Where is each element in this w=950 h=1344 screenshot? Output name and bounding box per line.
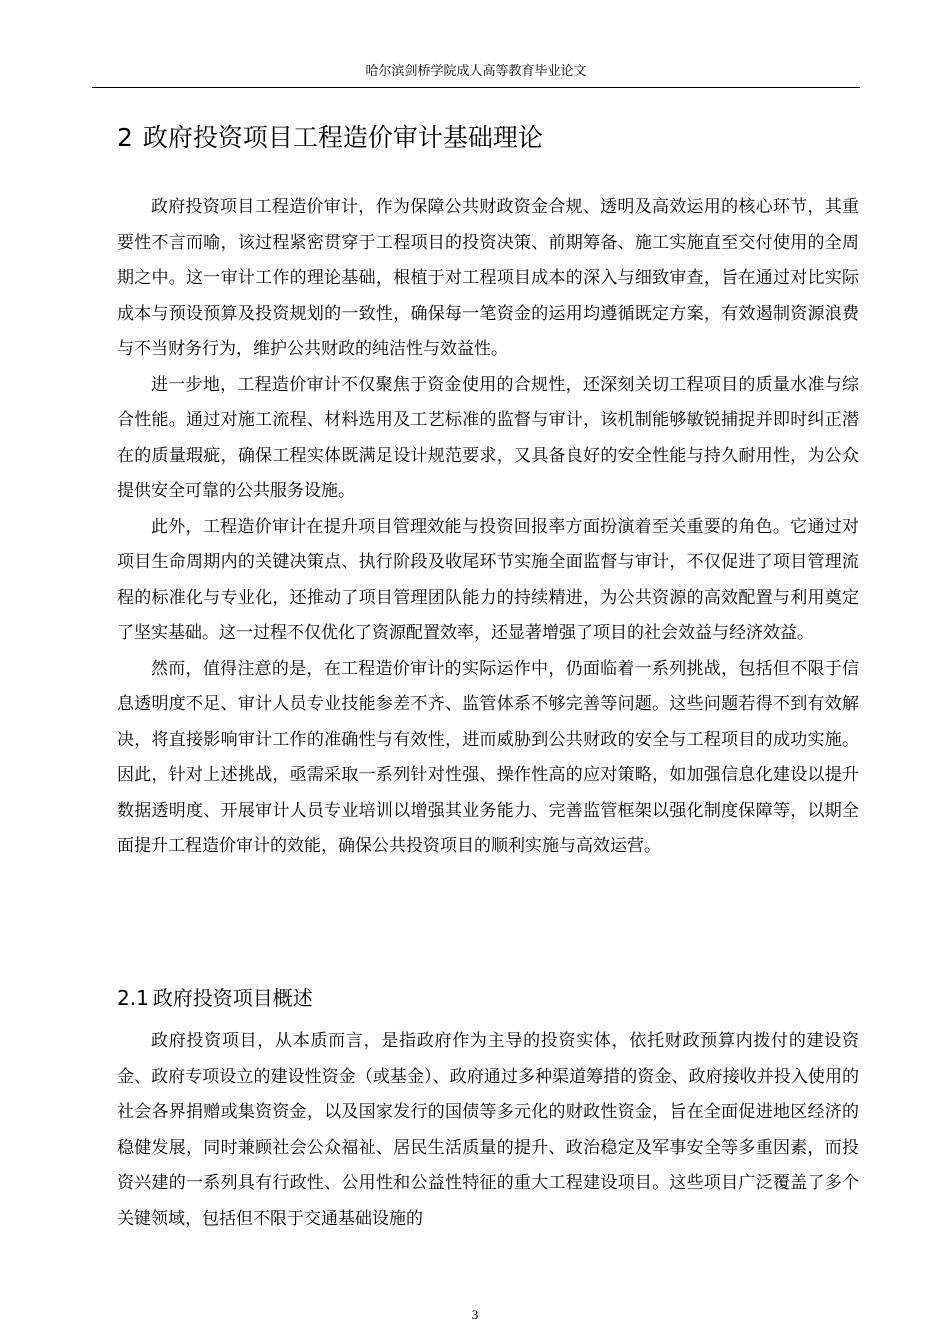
section-title [117, 980, 313, 1016]
chapter-body [117, 190, 859, 865]
section-body [117, 1024, 859, 1237]
section-title-text: 政府投资项目概述 [152, 986, 313, 1010]
page-number: 3 [471, 1307, 479, 1322]
paragraph: 政府投资项目，从本质而言，是指政府作为主导的投资实体，依托财政预算内拨付的建设资金、政府专项设立的建设性资金（或基金）、政府通过多种渠道筹措的资金、政府接收并投入使用的社会各界捐赠或集资资金，以及国家发行的国债等多元化的财政性资金，旨在全面促进地区经济的稳健发展，同时兼顾社会公众福祉、居民生活质量的提升、政治稳定及军事安全等多重因素，而投资兴建的一系列具有行政性、公用性和公益性特征的重大工程建设项目。这些项目广泛覆盖了多个关键领域，包括但不限于交通基础设施的 [117, 1031, 859, 1229]
chapter-number: 2 [117, 123, 133, 152]
header-rule [92, 87, 860, 88]
chapter-title-text: 政府投资项目工程造价审计基础理论 [142, 123, 543, 152]
paragraph: 进一步地，工程造价审计不仅聚焦于资金使用的合规性，还深刻关切工程项目的质量水准与综合性能。通过对施工流程、材料选用及工艺标准的监督与审计，该机制能够敏锐捕捉并即时纠正潜在的质量瑕疵，确保工程实体既满足设计规范要求，又具备良好的安全性能与持久耐用性，为公众提供安全可靠的公共服务设施。 [117, 374, 859, 501]
chapter-title [117, 118, 543, 158]
paragraph: 然而，值得注意的是，在工程造价审计的实际运作中，仍面临着一系列挑战，包括但不限于信息透明度不足、审计人员专业技能参差不齐、监管体系不够完善等问题。这些问题若得不到有效解决，将直接影响审计工作的准确性与有效性，进而威胁到公共财政的安全与工程项目的成功实施。因此，针对上述挑战，亟需采取一系列针对性强、操作性高的应对策略，如加强信息化建设以提升数据透明度、开展审计人员专业培训以增强其业务能力、完善监管框架以强化制度保障等，以期全面提升工程造价审计的效能，确保公共投资项目的顺利实施与高效运营。 [117, 658, 859, 856]
paragraph: 此外，工程造价审计在提升项目管理效能与投资回报率方面扮演着至关重要的角色。它通过对项目生命周期内的关键决策点、执行阶段及收尾环节实施全面监督与审计，不仅促进了项目管理流程的标准化与专业化，还推动了项目管理团队能力的持续精进，为公共资源的高效配置与利用奠定了坚实基础。这一过程不仅优化了资源配置效率，还显著增强了项目的社会效益与经济效益。 [117, 516, 859, 643]
section-number: 2.1 [117, 986, 149, 1010]
page-header: 哈尔滨剑桥学院成人高等教育毕业论文 [365, 64, 587, 79]
paragraph: 政府投资项目工程造价审计，作为保障公共财政资金合规、透明及高效运用的核心环节，其重要性不言而喻，该过程紧密贯穿于工程项目的投资决策、前期筹备、施工实施直至交付使用的全周期之中。这一审计工作的理论基础，根植于对工程项目成本的深入与细致审查，旨在通过对比实际成本与预设预算及投资规划的一致性，确保每一笔资金的运用均遵循既定方案，有效遏制资源浪费与不当财务行为，维护公共财政的纯洁性与效益性。 [117, 197, 859, 359]
